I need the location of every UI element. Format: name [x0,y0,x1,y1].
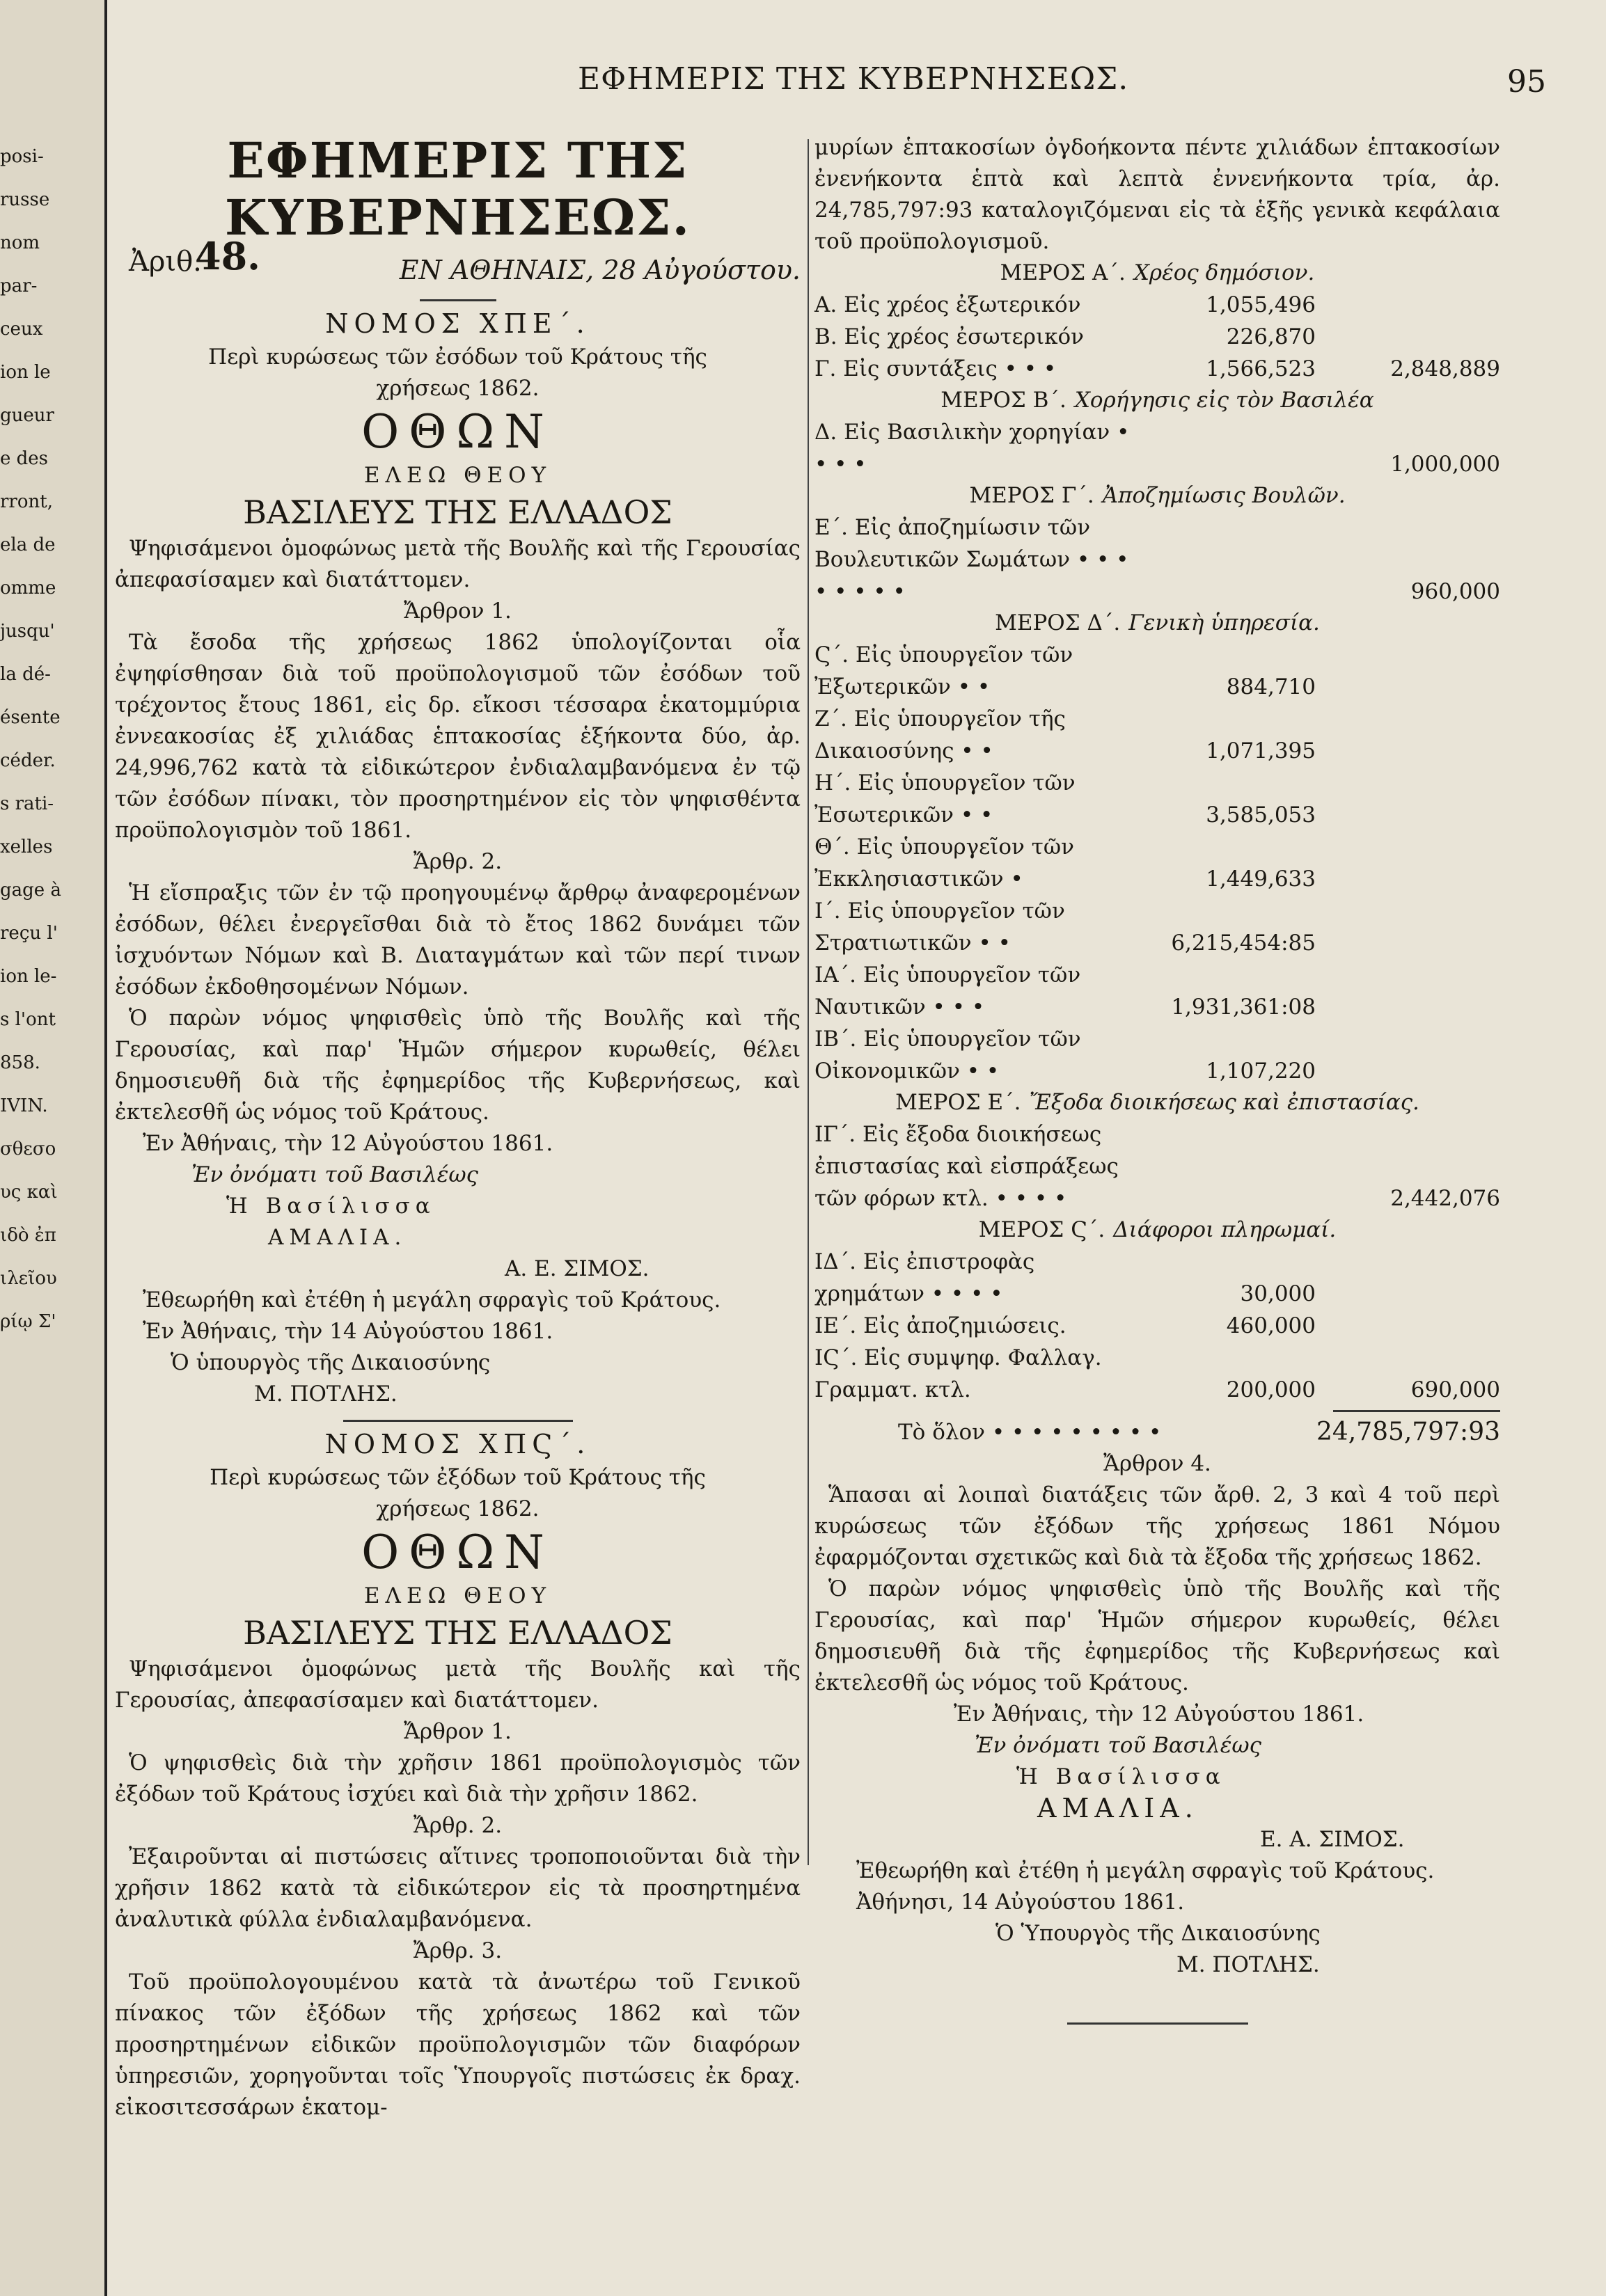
prev-page-fragment: ela de [0,535,56,555]
budget-row [814,767,1500,831]
section-title: Γενικὴ ὑπηρεσία. [1128,610,1320,635]
in-the-name: Ἐν ὀνόματι τοῦ Βασιλέως [191,1162,479,1187]
budget-section-heading [814,1214,1500,1246]
article-4-heading: Ἄρθρον 4. [1103,1451,1211,1476]
budget-section-table [814,289,1500,385]
law-2-article-2: Ἐξαιροῦνται αἱ πιστώσεις αἵτινες τροποποιοῦνται διὰ τὴν χρῆσιν 1862 κατὰ τὰ εἰδικώτερον εἰς τὰ προσηρτημένα ἀναλυτικὰ φύλλα ἐνδιαλαμβανόμενα. [115,1844,801,1932]
budget-item-amount: 200,000 [1226,1377,1316,1402]
budget-item-amount: 460,000 [1226,1313,1316,1338]
budget-section-total [1316,959,1500,1023]
budget-item-label: Ζ΄. Εἰς ὑπουργεῖον τῆς Δικαιοσύνης • • [814,706,1066,763]
page-number: 95 [1507,64,1546,100]
prev-page-fragment: jusqu' [0,621,55,642]
prev-page-fragment: ιδὸ ἐπ [0,1225,56,1246]
column-divider [808,139,809,1865]
law-1-closing: Ὁ παρὼν νόμος ψηφισθεὶς ὑπὸ τῆς Βουλῆς καὶ τῆς Γερουσίας, καὶ παρ' Ἡμῶν σήμερον κυρωθείς, θέλει δημοσιευθῆ διὰ τῆς ἐφημερίδος τῆς Κυβερνήσεως, καὶ ἐκτελεσθῆ ὡς νόμος τοῦ Κράτους. [115,1006,801,1125]
section-number: ΜΕΡΟΣ Ϛ΄. [978,1217,1105,1242]
budget-item-label: ΙΕ΄. Εἰς ἀποζημιώσεις. [814,1313,1066,1338]
law-2-article-1: Ὁ ψηφισθεὶς διὰ τὴν χρῆσιν 1861 προϋπολογισμὸς τῶν ἐξόδων τοῦ Κράτους ἰσχύει καὶ διὰ τὴν χρῆσιν 1862. [115,1750,801,1807]
budget-section-heading [814,1087,1500,1118]
budget-section-total: 960,000 [1410,579,1500,604]
budget-item-label: Ε΄. Εἰς ἀποζημίωσιν τῶν Βουλευτικῶν Σωμάτων • • • • • • • • [814,515,1129,604]
masthead: ΕΦΗΜΕΡΙΣ ΤΗΣ ΚΥΒΕΡΝΗΣΕΩΣ. [224,132,691,246]
budget-item-amount: 1,107,220 [1206,1059,1316,1084]
simos-signature: Α. Ε. ΣΙΜΟΣ. [505,1256,650,1281]
prev-page-fragment: gage à [0,880,61,901]
budget-item-amount: 1,931,361:08 [1171,995,1316,1020]
law-2-closing: Ὁ παρὼν νόμος ψηφισθεὶς ὑπὸ τῆς Βουλῆς καὶ τῆς Γερουσίας, καὶ παρ' Ἡμῶν σήμερον κυρωθείς, θέλει δημοσιευθῆ διὰ τῆς ἐφημερίδος τῆς Κυβερνήσεως καὶ ἐκτελεσθῆ ὡς νόμος τοῦ Κράτους. [814,1576,1500,1695]
law-2-article-3-heading: Ἄρθρ. 3. [413,1938,503,1963]
law-1-article-1-heading: Ἄρθρον 1. [404,599,512,624]
prev-page-fragment: IVIN. [0,1095,48,1116]
budget-item-label: Α. Εἰς χρέος ἐξωτερικόν [814,292,1081,317]
section-number: ΜΕΡΟΣ Α΄. [1000,260,1126,285]
budget-section-total: 2,442,076 [1390,1186,1500,1211]
budget-section-table [814,1118,1500,1214]
potlis-signature: Μ. ΠΟΤΛΗΣ. [254,1381,397,1407]
law-1-subtitle: Περὶ κυρώσεως τῶν ἐσόδων τοῦ Κράτους τῆς χρήσεως 1862. [208,345,707,401]
article-4: Ἅπασαι αἱ λοιπαὶ διατάξεις τῶν ἄρθ. 2, 3 καὶ 4 τοῦ περὶ κυρώσεως τῶν ἐξόδων τῆς χρήσεως 1861 Νόμου ἐφαρμόζονται σχετικῶς καὶ διὰ τὰ ἔξοδα τῆς χρήσεως 1862. [814,1482,1500,1570]
prev-page-fragment: e des [0,448,49,469]
law-2-date: Ἐν Ἀθήναις, τὴν 12 Αὐγούστου 1861. [954,1702,1364,1727]
prev-page-fragment: céder. [0,750,56,771]
budget-item-amount: 1,055,496 [1206,292,1316,317]
budget-section-table [814,639,1500,1087]
prev-page-fragment: la dé- [0,664,51,685]
budget-row [814,289,1500,321]
prev-page-fragment: σθεσο [0,1139,56,1159]
budget-section-total [1316,321,1500,353]
budget-item-amount: 884,710 [1226,674,1316,699]
queen: Ἡ Βασίλισσα [226,1194,436,1219]
budget-row [814,1246,1500,1310]
divider [420,299,496,301]
prev-page-fragment: xelles [0,837,53,857]
amalia-signature: ΑΜΑΛΙΑ. [268,1225,407,1250]
prev-page-fragment: ion le- [0,966,57,987]
budget-section-total: 2,848,889 [1390,356,1500,381]
budget-item-label: Γ. Εἰς συντάξεις • • • [814,356,1057,381]
budget-table [814,258,1500,1406]
law-2-article-2-heading: Ἄρθρ. 2. [413,1813,503,1838]
prev-page-fragment: gueur [0,405,54,426]
prev-page-fragment: ceux [0,319,43,340]
budget-row [814,321,1500,353]
law-2-article-3: Τοῦ προϋπολογουμένου κατὰ τὰ ἀνωτέρω τοῦ Γενικοῦ πίνακος τῶν ἐξόδων τῆς χρήσεως 1862 καὶ τῶν προσηρτημένων εἰδικῶν προϋπολογισμῶν τῶν διαφόρων ὑπηρεσιῶν, χορηγοῦνται τοῖς Ὑπουργοῖς πιστώσεις ἐκ δραχ. εἰκοσιτεσσάρων ἑκατομ- [115,1970,801,2120]
law-2-title: ΝΟΜΟΣ ΧΠϚ΄. [324,1429,591,1459]
prev-page-fragment: ρίῳ Σ' [0,1311,56,1332]
budget-section-total [1316,1246,1500,1310]
budget-section-table [814,1246,1500,1406]
king-name-2: ΟΘΩΝ [361,1526,554,1579]
budget-item-amount: 30,000 [1240,1281,1316,1306]
minister-title: Ὁ ὑπουργὸς τῆς Δικαιοσύνης [171,1350,491,1375]
total-rule [1333,1410,1500,1412]
budget-section-total [1316,767,1500,831]
king-title: ΒΑΣΙΛΕΥΣ ΤΗΣ ΕΛΛΑΔΟΣ [243,493,672,531]
budget-item-label: Θ΄. Εἰς ὑπουργεῖον τῶν Ἐκκλησιαστικῶν • [814,834,1074,892]
total-label: Τὸ ὅλον • • • • • • • • • [898,1420,1162,1445]
king-title-2: ΒΑΣΙΛΕΥΣ ΤΗΣ ΕΛΛΑΔΟΣ [243,1614,672,1652]
budget-row [814,895,1500,959]
budget-item-label: Η΄. Εἰς ὑπουργεῖον τῶν Ἐσωτερικῶν • • [814,770,1076,828]
by-grace: ΕΛΕΩ ΘΕΟΥ [363,463,552,488]
budget-row [814,512,1500,608]
simos-signature-2: Ε. Α. ΣΙΜΟΣ. [1260,1827,1405,1852]
budget-section-total [1316,1310,1500,1342]
dateline: ΕΝ ΑΘΗΝΑΙΣ, 28 Αὐγούστου. [399,255,801,285]
prev-page-fragment: omme [0,578,56,599]
running-header: ΕΦΗΜΕΡΙΣ ΤΗΣ ΚΥΒΕΡΝΗΣΕΩΣ. [578,61,1129,97]
end-rule [1067,2022,1248,2025]
law-1-article-2: Ἡ εἴσπραξις τῶν ἐν τῷ προηγουμένῳ ἄρθρῳ ἀναφερομένων ἐσόδων, θέλει ἐνεργεῖσθαι διὰ τὸ ἔτος 1862 δυνάμει τῶν ἰσχυόντων Νόμων καὶ Β. Διαταγμάτων καὶ τῶν περί τινων ἐσόδων ἐκδοθησομένων Νόμων. [115,880,801,999]
previous-page-edge [0,0,107,2296]
potlis-signature-2: Μ. ΠΟΤΛΗΣ. [1176,1952,1320,1977]
budget-section-table [814,416,1500,480]
grand-total [814,1416,1500,1448]
budget-item-label: ΙΒ΄. Εἰς ὑπουργεῖον τῶν Οἰκονομικῶν • • [814,1027,1081,1084]
section-title: Χρέος δημόσιον. [1133,260,1315,285]
budget-item-label: Δ. Εἰς Βασιλικὴν χορηγίαν • • • • [814,420,1130,477]
budget-item-amount: 1,071,395 [1206,738,1316,763]
total-value: 24,785,797:93 [1316,1418,1500,1446]
budget-item-amount [1135,1118,1316,1214]
budget-item-amount: 1,449,633 [1206,866,1316,892]
issue-label: Ἀριθ. [129,246,202,278]
budget-item-label: ΙϚ΄. Εἰς συμψηφ. Φαλλαγ. Γραμματ. κτλ. [814,1345,1102,1402]
law-2-preamble: Ψηφισάμενοι ὁμοφώνως μετὰ τῆς Βουλῆς καὶ τῆς Γερουσίας, ἀπεφασίσαμεν καὶ διατάττομεν. [115,1656,801,1713]
budget-section-total [1316,639,1500,703]
section-title: Διάφοροι πληρωμαί. [1113,1217,1337,1242]
law-1-title: ΝΟΜΟΣ ΧΠΕ΄. [325,308,590,339]
budget-row [814,959,1500,1023]
budget-row [814,703,1500,767]
budget-row [814,639,1500,703]
law-1-date: Ἐν Ἀθήναις, τὴν 12 Αὐγούστου 1861. [143,1131,553,1156]
budget-row [814,1310,1500,1342]
budget-item-amount: 6,215,454:85 [1171,931,1316,956]
left-column [115,132,801,2123]
budget-item-label: Ϛ΄. Εἰς ὑπουργεῖον τῶν Ἐξωτερικῶν • • [814,642,1073,699]
seal-date: Ἐν Ἀθήναις, τὴν 14 Αὐγούστου 1861. [143,1319,553,1344]
amalia-signature-2: ΑΜΑΛΙΑ. [1037,1793,1199,1823]
prev-page-fragment: ιλεῖου [0,1268,57,1289]
section-number: ΜΕΡΟΣ Β΄. [940,388,1066,413]
budget-row [814,1342,1500,1406]
budget-section-total [1316,703,1500,767]
budget-item-label: Β. Εἰς χρέος ἐσωτερικόν [814,324,1084,349]
law-1-article-2-heading: Ἄρθρ. 2. [413,849,503,874]
prev-page-fragment: russe [0,189,50,210]
budget-section-heading [814,258,1500,289]
budget-row [814,416,1500,480]
budget-section-table [814,512,1500,608]
king-name: ΟΘΩΝ [361,405,554,459]
budget-item-amount [1135,512,1316,608]
budget-section-total: 1,000,000 [1390,452,1500,477]
section-number: ΜΕΡΟΣ Δ΄. [995,610,1121,635]
divider [343,1420,573,1422]
prev-page-fragment: s rati- [0,793,54,814]
prev-page-fragment: s l'ont [0,1009,56,1030]
budget-section-total: 690,000 [1410,1377,1500,1402]
budget-section-total [1316,831,1500,895]
law-1-article-1: Τὰ ἔσοδα τῆς χρήσεως 1862 ὑπολογίζονται οἷα ἐψηφίσθησαν διὰ τοῦ προϋπολογισμοῦ τῶν ἐσόδων τοῦ τρέχοντος ἔτους 1861, εἰς δρ. εἴκοσι τέσσαρα ἑκατομμύρια ἐννεακοσίας ἐξ χιλιάδας ἑπτακοσίας ἑξήκοντα δύο, ἀρ. 24,996,762 κατὰ τὰ εἰδικώτερον ἐνδιαλαμβανόμενα ἐν τῷ τῶν ἐσόδων πίνακι, τὸν προσηρτημένον εἰς τὸν ψηφισθέντα προϋπολογισμὸν τοῦ 1861. [115,630,801,843]
budget-section-total [1316,1023,1500,1087]
prev-page-fragment: par- [0,276,38,296]
budget-section-heading [814,480,1500,512]
budget-row [814,1118,1500,1214]
continuation-text: μυρίων ἑπτακοσίων ὀγδοήκοντα πέντε χιλιάδων ἑπτακοσίων ἐνενήκοντα ἑπτὰ καὶ λεπτὰ ἐννενήκοντα τρία, ἀρ. 24,785,797:93 καταλογιζόμεναι εἰς τὰ ἑξῆς γενικὰ κεφάλαια τοῦ προϋπολογισμοῦ. [814,135,1500,254]
budget-section-heading [814,608,1500,639]
seal-note-2: Ἐθεωρήθη καὶ ἐτέθη ἡ μεγάλη σφραγὶς τοῦ Κράτους. [856,1858,1435,1883]
section-title: Χορήγησις εἰς τὸν Βασιλέα [1074,388,1374,413]
seal-note: Ἐθεωρήθη καὶ ἐτέθη ἡ μεγάλη σφραγὶς τοῦ Κράτους. [143,1288,721,1313]
budget-row [814,831,1500,895]
by-grace-2: ΕΛΕΩ ΘΕΟΥ [363,1583,552,1608]
budget-item-label: ΙΓ΄. Εἰς ἔξοδα διοικήσεως ἐπιστασίας καὶ εἰσπράξεως τῶν φόρων κτλ. • • • • [814,1122,1119,1211]
budget-item-amount [1135,416,1316,480]
budget-item-amount: 3,585,053 [1206,802,1316,828]
budget-item-label: ΙΑ΄. Εἰς ὑπουργεῖον τῶν Ναυτικῶν • • • [814,963,1081,1020]
budget-section-total [1316,895,1500,959]
minister-title-2: Ὁ Ὑπουργὸς τῆς Δικαιοσύνης [995,1921,1321,1946]
budget-section-total [1316,289,1500,321]
section-title: Ἔξοδα διοικήσεως καὶ ἐπιστασίας. [1029,1090,1419,1115]
issue-number: 48. [195,234,260,278]
budget-row [814,1023,1500,1087]
prev-page-fragment: reçu l' [0,923,58,944]
law-2-subtitle: Περὶ κυρώσεως τῶν ἐξόδων τοῦ Κράτους τῆς χρήσεως 1862. [210,1465,706,1521]
prev-page-fragment: υς καὶ [0,1182,58,1203]
law-2-article-1-heading: Ἄρθρον 1. [404,1719,512,1744]
budget-item-label: Ι΄. Εἰς ὑπουργεῖον τῶν Στρατιωτικῶν • • [814,898,1065,956]
budget-item-label: ΙΔ΄. Εἰς ἐπιστροφὰς χρημάτων • • • • [814,1249,1035,1306]
queen-2: Ἡ Βασίλισσα [1016,1764,1226,1789]
prev-page-fragment: 858. [0,1052,40,1073]
seal-date-2: Ἀθήνησι, 14 Αὐγούστου 1861. [856,1890,1185,1915]
prev-page-fragment: rront, [0,491,53,512]
in-the-name-2: Ἐν ὀνόματι τοῦ Βασιλέως [975,1733,1262,1758]
budget-item-amount: 1,566,523 [1206,356,1316,381]
budget-item-amount: 226,870 [1226,324,1316,349]
budget-section-heading [814,385,1500,416]
right-column [814,132,1500,2029]
section-title: Ἀποζημίωσις Βουλῶν. [1102,483,1346,508]
section-number: ΜΕΡΟΣ Ε΄. [895,1090,1021,1115]
prev-page-fragment: nom [0,232,40,253]
prev-page-fragment: ésente [0,707,61,728]
prev-page-fragment: ion le [0,362,51,383]
section-number: ΜΕΡΟΣ Γ΄. [969,483,1094,508]
prev-page-fragment: posi- [0,146,44,167]
law-1-preamble: Ψηφισάμενοι ὁμοφώνως μετὰ τῆς Βουλῆς καὶ τῆς Γερουσίας ἀπεφασίσαμεν καὶ διατάττομεν. [115,536,801,592]
budget-row [814,353,1500,385]
